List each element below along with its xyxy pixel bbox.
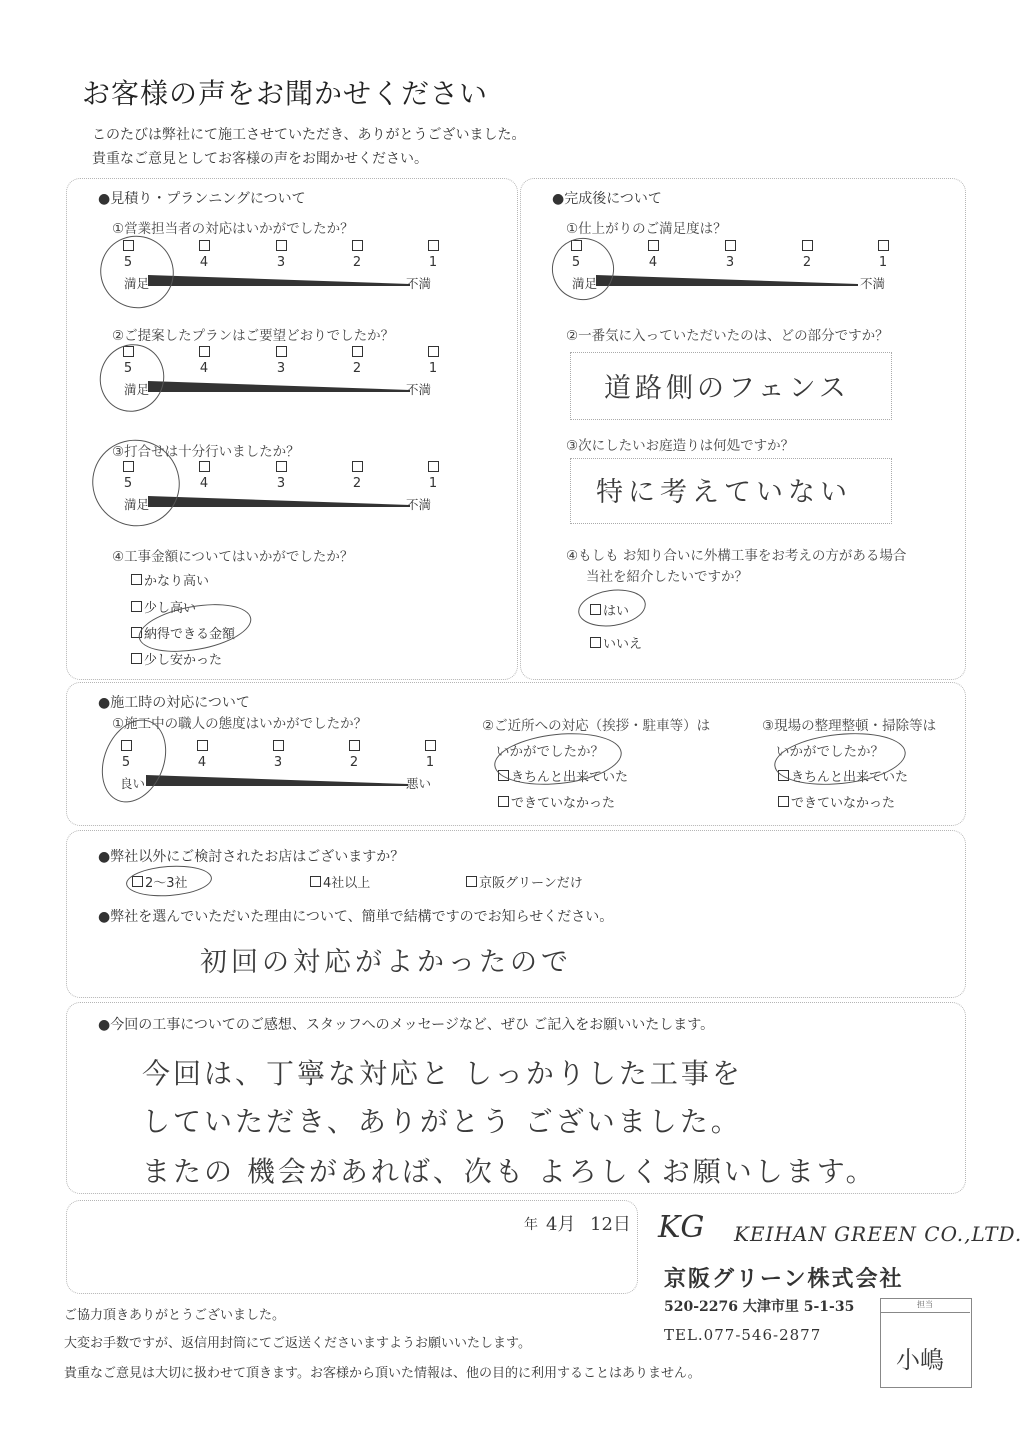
construction-heading: ●施工時の対応について (98, 695, 250, 711)
rating-2[interactable]: 2 (347, 240, 367, 270)
company-address: 520-2276 大津市里 5-1-35 (664, 1299, 855, 1315)
checkbox[interactable] (498, 796, 509, 807)
price-option-3[interactable]: 納得できる金額 (131, 623, 235, 642)
estimate-q2: ②ご提案したプランはご要望どおりでしたか？ (112, 328, 395, 344)
favorite-part-answer: 道路側のフェンス (604, 373, 850, 404)
reason-answer: 初回の対応がよかったので (200, 947, 572, 978)
rating-4[interactable]: 4 (194, 461, 214, 491)
rating-4[interactable]: 4 (194, 240, 214, 270)
checkbox[interactable] (778, 796, 789, 807)
scale-label-satisfied: 満足 (124, 382, 150, 397)
rating-1[interactable]: 1 (423, 346, 443, 376)
checkbox[interactable] (273, 740, 284, 751)
scale-label-unsatisfied: 不満 (406, 497, 432, 512)
construction-q1-scale (116, 740, 456, 800)
rating-3[interactable]: 3 (271, 240, 291, 270)
rating-5[interactable]: 5 (116, 740, 136, 770)
completion-q1-scale (566, 240, 906, 300)
price-option-1[interactable]: かなり高い (131, 570, 209, 589)
store-option-2[interactable]: 4社以上 (310, 872, 370, 891)
checkbox[interactable] (648, 240, 659, 251)
scale-label-satisfied: 満足 (572, 276, 598, 291)
checkbox[interactable] (131, 601, 142, 612)
checkbox[interactable] (352, 346, 363, 357)
rating-5[interactable]: 5 (118, 240, 138, 270)
scale-wedge (146, 771, 408, 787)
store-option-3[interactable]: 京阪グリーンだけ (466, 872, 583, 891)
message-question: ●今回の工事についてのご感想、スタッフへのメッセージなど、ぜひ ご記入をお願いいたします。 (98, 1017, 715, 1033)
rating-2[interactable]: 2 (797, 240, 817, 270)
intro-line-1: このたびは弊社にて施工させていただき、ありがとうございました。 (92, 127, 526, 143)
scale-label-satisfied: 満足 (124, 276, 150, 291)
intro-line-2: 貴重なご意見としてお客様の声をお聞かせください。 (92, 151, 428, 167)
next-garden-answer: 特に考えていない (596, 477, 852, 508)
checkbox[interactable] (428, 240, 439, 251)
completion-q4-line1: ④もしも お知り合いに外構工事をお考えの方がある場合 (566, 548, 907, 564)
construction-q2-line2: いかがでしたか？ (496, 744, 604, 760)
scale-label-unsatisfied: 不満 (406, 382, 432, 397)
rating-2[interactable]: 2 (344, 740, 364, 770)
completion-q1: ①仕上がりのご満足度は？ (566, 221, 727, 237)
footer-line-2: 大変お手数ですが、返信用封筒にてご返送くださいますようお願いいたします。 (64, 1336, 531, 1351)
checkbox[interactable] (352, 240, 363, 251)
price-option-2[interactable]: 少し高い (131, 597, 196, 616)
message-line-3: またの 機会があれば、次も よろしくお願いします。 (142, 1155, 877, 1188)
rating-2[interactable]: 2 (347, 461, 367, 491)
checkbox[interactable] (276, 461, 287, 472)
scale-label-satisfied: 満足 (124, 497, 150, 512)
rating-2[interactable]: 2 (347, 346, 367, 376)
rating-3[interactable]: 3 (271, 346, 291, 376)
neighbor-option-1[interactable]: きちんと出来ていた (498, 766, 628, 785)
date-day: 12日 (590, 1214, 631, 1235)
scale-label-unsatisfied: 不満 (406, 276, 432, 291)
construction-q1: ①施工中の職人の態度はいかがでしたか？ (112, 716, 368, 732)
checkbox[interactable] (466, 876, 477, 887)
rating-1[interactable]: 1 (873, 240, 893, 270)
estimate-q1: ①営業担当者の対応はいかがでしたか？ (112, 221, 354, 237)
checkbox[interactable] (197, 740, 208, 751)
message-line-2: していただき、ありがとう ございました。 (142, 1105, 742, 1138)
scale-label-bad: 悪い (406, 776, 432, 791)
estimate-q3: ③打合せは十分行いましたか？ (112, 444, 300, 460)
completion-heading: ●完成後について (552, 191, 662, 207)
rating-1[interactable]: 1 (420, 740, 440, 770)
company-name: 京阪グリーン株式会社 (664, 1266, 904, 1292)
rating-5[interactable]: 5 (118, 346, 138, 376)
checkbox[interactable] (349, 740, 360, 751)
construction-q3-line2: いかがでしたか？ (776, 744, 884, 760)
date-year-label: 年 (524, 1217, 538, 1233)
company-logo-text: KEIHAN GREEN CO.,LTD. (734, 1222, 1023, 1246)
referral-option-yes[interactable]: はい (590, 600, 629, 619)
company-tel: TEL.077-546-2877 (664, 1326, 822, 1344)
rating-4[interactable]: 4 (643, 240, 663, 270)
completion-q3: ③次にしたいお庭造りは何処ですか？ (566, 438, 795, 454)
rating-3[interactable]: 3 (268, 740, 288, 770)
tidiness-option-2[interactable]: できていなかった (778, 792, 895, 811)
price-option-4[interactable]: 少し安かった (131, 649, 222, 668)
staff-stamp-name: 小嶋 (896, 1346, 944, 1374)
footer-line-1: ご協力頂きありがとうございました。 (64, 1308, 286, 1323)
checkbox[interactable] (352, 461, 363, 472)
scale-wedge (148, 271, 410, 287)
footer-line-3: 貴重なご意見は大切に扱わせて頂きます。お客様から頂いた情報は、他の目的に利用することはありません。 (64, 1366, 701, 1381)
checkbox[interactable] (590, 637, 601, 648)
neighbor-option-2[interactable]: できていなかった (498, 792, 615, 811)
rating-5[interactable]: 5 (118, 461, 138, 491)
construction-q2-line1: ②ご近所への対応（挨拶・駐車等）は (482, 718, 711, 734)
scale-wedge (148, 377, 410, 393)
checkbox[interactable] (802, 240, 813, 251)
company-logo-mark: KG (658, 1210, 705, 1245)
estimate-heading: ●見積り・プランニングについて (98, 191, 306, 207)
rating-5[interactable]: 5 (566, 240, 586, 270)
checkbox[interactable] (199, 346, 210, 357)
checkbox[interactable] (199, 461, 210, 472)
checkbox[interactable] (131, 574, 142, 585)
construction-q3-line1: ③現場の整理整頓・掃除等は (762, 718, 937, 734)
checkbox[interactable] (276, 240, 287, 251)
other-stores-question: ●弊社以外にご検討されたお店はございますか？ (98, 849, 405, 865)
scale-label-unsatisfied: 不満 (860, 276, 886, 291)
date-month: 4月 (546, 1214, 576, 1235)
estimate-q2-scale (118, 346, 458, 406)
rating-4[interactable]: 4 (194, 346, 214, 376)
message-line-1: 今回は、丁寧な対応と しっかりした工事を (142, 1057, 743, 1090)
staff-stamp-header: 担当 (880, 1298, 970, 1313)
checkbox[interactable] (310, 876, 321, 887)
checkbox[interactable] (428, 461, 439, 472)
reason-question: ●弊社を選んでいただいた理由について、簡単で結構ですのでお知らせください。 (98, 909, 614, 925)
rating-4[interactable]: 4 (192, 740, 212, 770)
checkbox[interactable] (425, 740, 436, 751)
rating-1[interactable]: 1 (423, 240, 443, 270)
scale-wedge (596, 271, 858, 287)
rating-3[interactable]: 3 (271, 461, 291, 491)
checkbox[interactable] (878, 240, 889, 251)
tidiness-option-1[interactable]: きちんと出来ていた (778, 766, 908, 785)
checkbox[interactable] (276, 346, 287, 357)
completion-q4-line2: 当社を紹介したいですか？ (586, 569, 748, 585)
checkbox[interactable] (428, 346, 439, 357)
rating-1[interactable]: 1 (423, 461, 443, 491)
checkbox[interactable] (199, 240, 210, 251)
checkbox[interactable] (131, 653, 142, 664)
referral-option-no[interactable]: いいえ (590, 633, 642, 652)
store-option-1[interactable]: 2～3社 (132, 872, 188, 891)
completion-q2: ②一番気に入っていただいたのは、どの部分ですか？ (566, 328, 889, 344)
estimate-q4: ④工事金額についてはいかがでしたか？ (112, 549, 354, 565)
scale-wedge (148, 492, 410, 508)
rating-3[interactable]: 3 (720, 240, 740, 270)
page-title: お客様の声をお聞かせください (82, 77, 489, 110)
checkbox[interactable] (725, 240, 736, 251)
scale-label-good: 良い (120, 776, 146, 791)
